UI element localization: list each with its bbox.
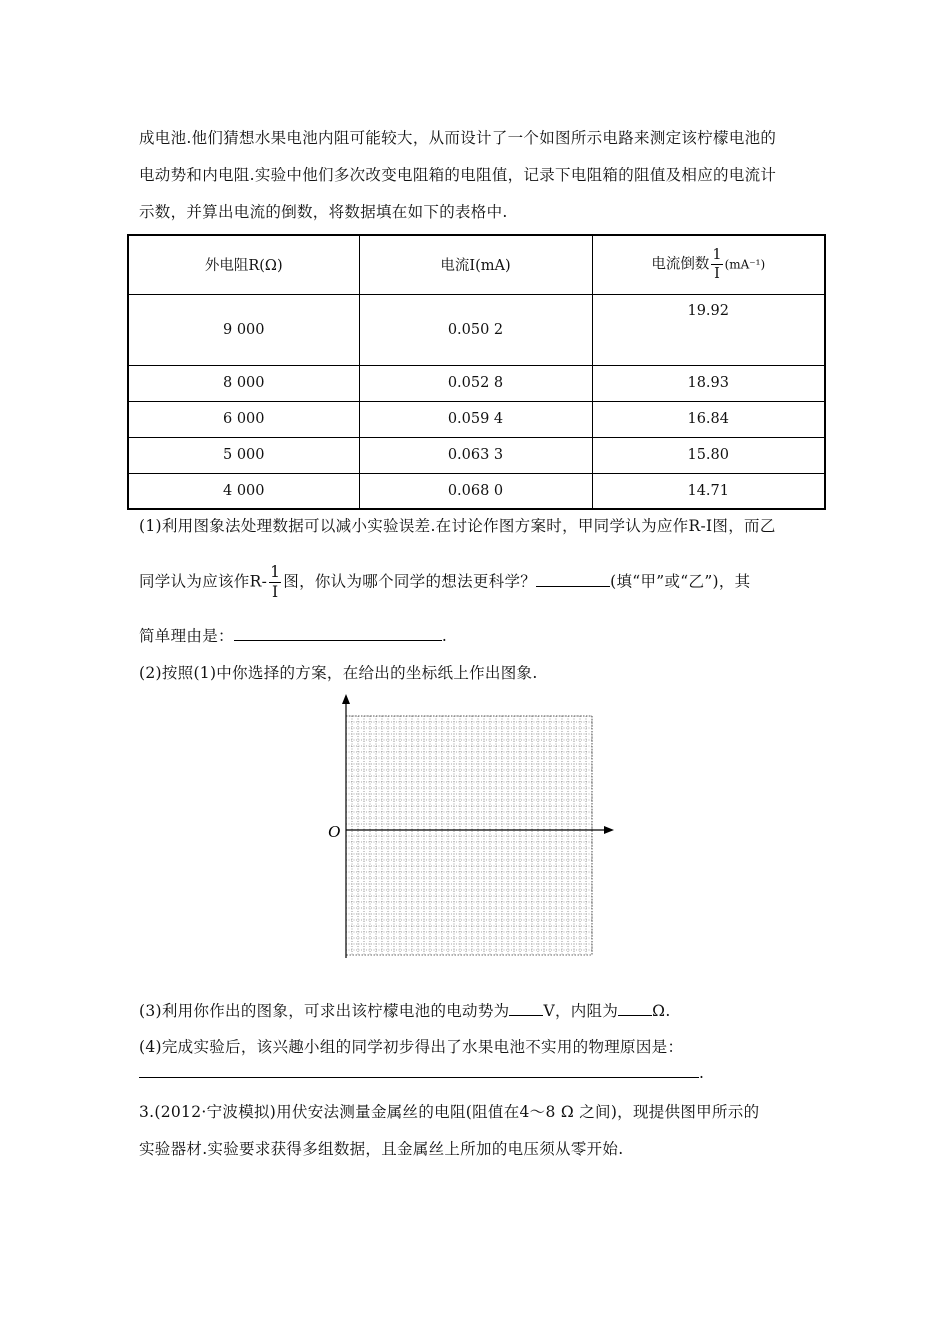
cell-inverse: 19.92 [592, 294, 825, 365]
cell-current: 0.059 4 [359, 401, 592, 437]
fraction-denominator: I [271, 582, 279, 601]
answer-blank-reason-2[interactable] [139, 1077, 699, 1078]
cell-inverse: 15.80 [592, 437, 825, 473]
q1-line-2-pre: 同学认为应该作R- [139, 572, 268, 591]
answer-blank-emf[interactable] [509, 1015, 543, 1016]
cell-inverse: 14.71 [592, 473, 825, 509]
q1-line-3-end: . [441, 627, 448, 645]
intro-line-2: 电动势和内电阻.实验中他们多次改变电阻箱的电阻值，记录下电阻箱的阻值及相应的电流计 [139, 166, 777, 184]
header-inverse-prefix: 电流倒数 [651, 256, 710, 273]
cell-inverse: 18.93 [592, 365, 825, 401]
p3-line-2: 实验器材.实验要求获得多组数据，且金属丝上所加的电压须从零开始. [139, 1140, 624, 1158]
header-current: 电流I(mA) [359, 235, 592, 294]
fraction-numerator: 1 [270, 563, 281, 581]
q2-line: (2)按照(1)中你选择的方案，在给出的坐标纸上作出图象. [139, 664, 538, 682]
header-resistance: 外电阻R(Ω) [128, 235, 359, 294]
table-header-row [128, 235, 825, 294]
answer-blank-choice[interactable] [536, 586, 610, 587]
y-axis-arrow-icon [342, 694, 350, 704]
header-inverse [592, 235, 825, 294]
fraction-denominator: I [714, 265, 720, 282]
cell-current: 0.050 2 [359, 294, 592, 365]
coordinate-graph[interactable] [320, 690, 620, 960]
q3-pre: (3)利用你作出的图象，可求出该柠檬电池的电动势为 [139, 1002, 510, 1020]
p3-line-1: 3.(2012·宁波模拟)用伏安法测量金属丝的电阻(阻值在4～8 Ω 之间)，现提供图甲所示的 [139, 1103, 760, 1121]
q3-mid: V，内阻为 [543, 1002, 619, 1020]
q1-line-2 [139, 565, 751, 600]
q1-line-3 [139, 624, 447, 646]
cell-resistance: 8 000 [128, 365, 359, 401]
cell-resistance: 9 000 [128, 294, 359, 365]
q4-answer-line [139, 1064, 704, 1082]
q1-fraction [269, 565, 281, 600]
q1-line-2-post: 图，你认为哪个同学的想法更科学？ [283, 572, 537, 591]
answer-blank-reason[interactable] [234, 640, 442, 641]
cell-inverse: 16.84 [592, 401, 825, 437]
q1-line-1: (1)利用图象法处理数据可以减小实验误差.在讨论作图方案时，甲同学认为应作R-I图，而乙 [139, 517, 776, 535]
cell-current: 0.068 0 [359, 473, 592, 509]
cell-current: 0.063 3 [359, 437, 592, 473]
cell-resistance: 4 000 [128, 473, 359, 509]
table-row [128, 365, 825, 401]
grid-paper [346, 716, 592, 955]
cell-current: 0.052 8 [359, 365, 592, 401]
intro-line-3: 示数，并算出电流的倒数，将数据填在如下的表格中. [139, 203, 508, 221]
q4-line: (4)完成实验后，该兴趣小组的同学初步得出了水果电池不实用的物理原因是： [139, 1038, 684, 1056]
q1-line-2-tail: (填“甲”或“乙”)，其 [610, 572, 751, 591]
header-inverse-unit: (mA⁻¹) [724, 257, 766, 272]
table-row [128, 294, 825, 365]
q3-end: Ω. [652, 1002, 671, 1020]
x-axis-arrow-icon [604, 826, 614, 834]
table-row [128, 437, 825, 473]
fraction-numerator: 1 [712, 247, 722, 264]
data-table [127, 234, 826, 510]
q4-end: . [699, 1064, 705, 1082]
cell-resistance: 5 000 [128, 437, 359, 473]
header-fraction [711, 248, 722, 281]
intro-line-1: 成电池.他们猜想水果电池内阻可能较大，从而设计了一个如图所示电路来测定该柠檬电池的 [139, 129, 777, 147]
answer-blank-resistance[interactable] [618, 1015, 652, 1016]
q3-line [139, 999, 671, 1021]
cell-resistance: 6 000 [128, 401, 359, 437]
table-row [128, 473, 825, 509]
table-row [128, 401, 825, 437]
q1-line-3-pre: 简单理由是： [139, 627, 234, 645]
origin-label: O [328, 822, 341, 841]
